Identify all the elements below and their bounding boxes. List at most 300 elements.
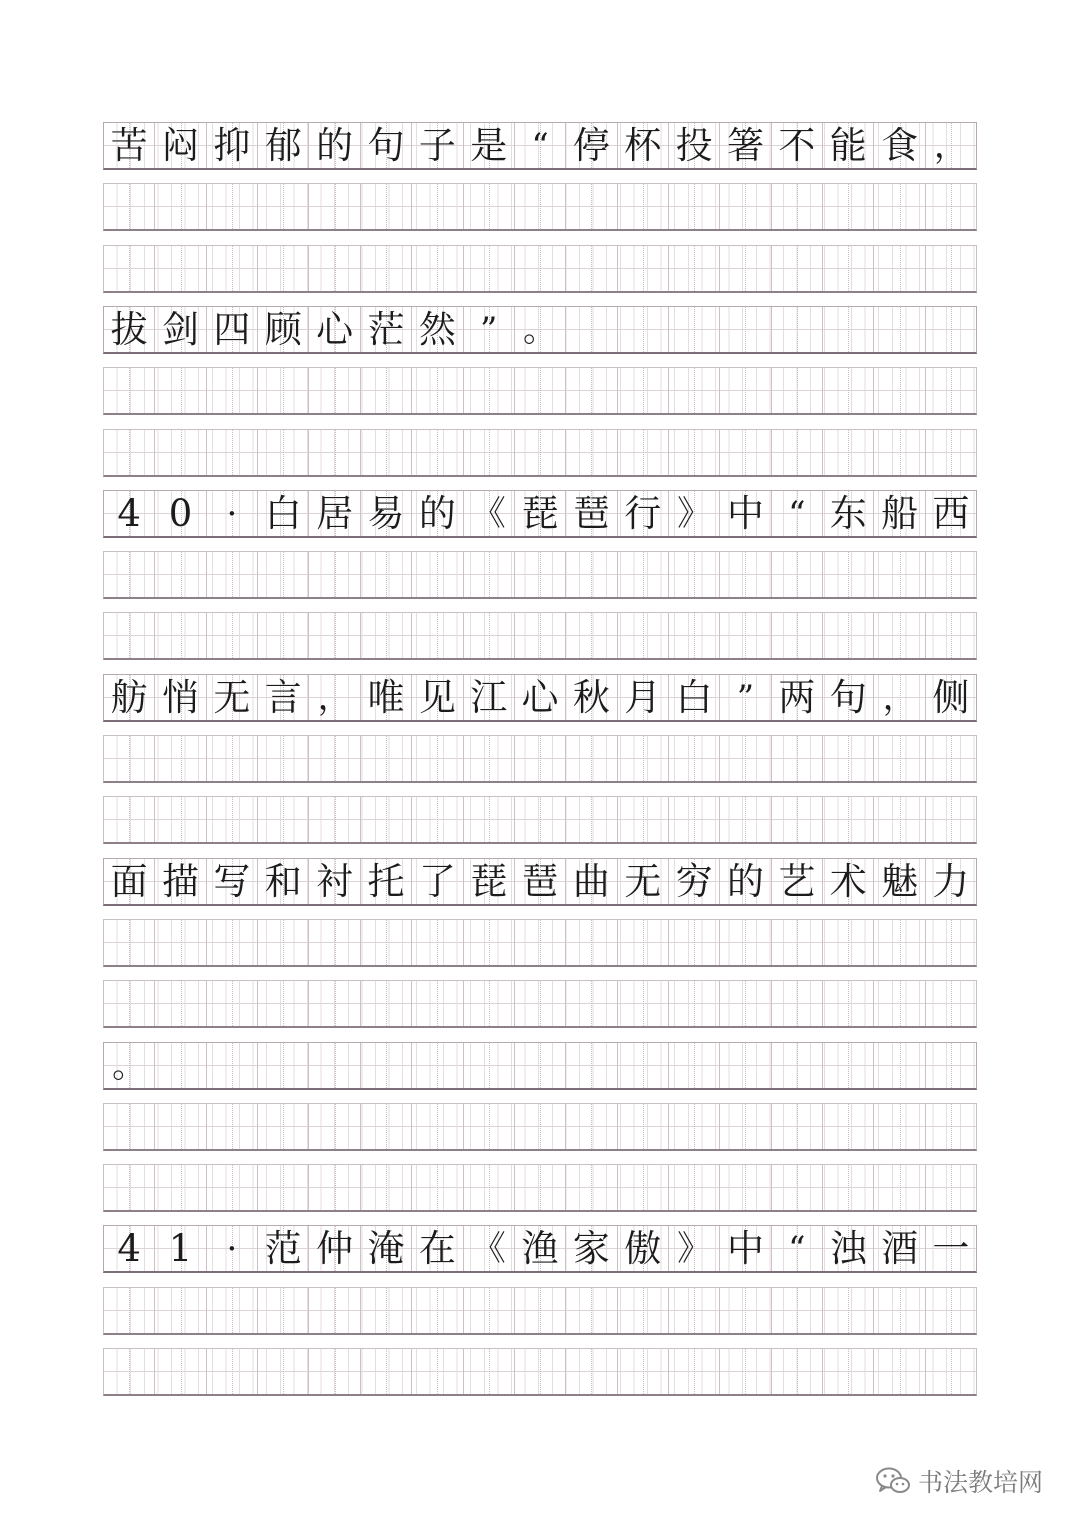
character: 居 <box>316 492 354 535</box>
grid-cell <box>669 246 720 291</box>
character: 白 <box>264 492 302 535</box>
grid-cell <box>823 430 874 475</box>
grid-cell <box>258 430 309 475</box>
grid-cell <box>618 552 669 597</box>
grid-cell <box>155 184 206 229</box>
grid-cell <box>258 1349 309 1394</box>
character: ， <box>933 125 968 166</box>
character: 苦 <box>110 124 148 167</box>
character: 1 <box>168 1227 193 1270</box>
grid-cell <box>874 246 925 291</box>
grid-cell <box>823 736 874 781</box>
grid-cell <box>669 920 720 965</box>
grid-cell <box>207 859 258 904</box>
grid-cell <box>309 1226 360 1271</box>
grid-cell <box>566 1226 617 1271</box>
grid-cell <box>566 184 617 229</box>
grid-cell <box>566 675 617 720</box>
grid-cell <box>309 797 360 842</box>
character: 句 <box>367 124 405 167</box>
character: 琵 <box>470 860 508 903</box>
blank-practice-line <box>103 551 977 599</box>
grid-cell <box>155 368 206 413</box>
character: 然 <box>418 308 456 351</box>
grid-cell <box>155 307 206 352</box>
grid-cell <box>464 675 515 720</box>
grid-cell <box>566 368 617 413</box>
grid-cell <box>823 675 874 720</box>
character: 描 <box>162 860 200 903</box>
grid-cell <box>361 1288 412 1333</box>
character: 写 <box>213 860 251 903</box>
grid-cell <box>874 184 925 229</box>
grid-cell <box>104 1288 155 1333</box>
grid-cell <box>361 1104 412 1149</box>
character: 闷 <box>162 124 200 167</box>
grid-cell <box>412 1043 463 1088</box>
grid-cell <box>155 613 206 658</box>
grid-cell <box>104 675 155 720</box>
grid-cell <box>618 123 669 168</box>
grid-cell <box>104 1165 155 1210</box>
grid-cell <box>207 1043 258 1088</box>
grid-cell <box>515 675 566 720</box>
grid-cell <box>361 920 412 965</box>
grid-cell <box>926 307 976 352</box>
grid-cell <box>361 430 412 475</box>
grid-cell <box>207 736 258 781</box>
grid-cell <box>669 184 720 229</box>
grid-cell <box>464 552 515 597</box>
grid-cell <box>618 307 669 352</box>
grid-cell <box>618 859 669 904</box>
grid-cell <box>926 797 976 842</box>
grid-cell <box>258 675 309 720</box>
character: 箸 <box>726 124 764 167</box>
grid-cell <box>823 1043 874 1088</box>
grid-cell <box>361 307 412 352</box>
grid-cell <box>720 368 771 413</box>
grid-cell <box>823 123 874 168</box>
character: 衬 <box>316 860 354 903</box>
text-line <box>103 1042 977 1090</box>
grid-cell <box>515 368 566 413</box>
character: 魅 <box>881 860 919 903</box>
grid-cell <box>618 920 669 965</box>
wechat-icon <box>876 1467 910 1495</box>
character: 中 <box>726 1227 764 1270</box>
character: 淹 <box>367 1227 405 1270</box>
character: ， <box>882 677 917 718</box>
character: 在 <box>418 1227 456 1270</box>
grid-cell <box>309 1104 360 1149</box>
grid-cell <box>823 1226 874 1271</box>
grid-cell <box>618 246 669 291</box>
character: 渔 <box>521 1227 559 1270</box>
grid-cell <box>874 1226 925 1271</box>
character: · <box>226 1228 238 1269</box>
grid-cell <box>874 613 925 658</box>
grid-cell <box>258 859 309 904</box>
character: 傲 <box>624 1227 662 1270</box>
character: ” <box>480 309 498 350</box>
grid-cell <box>155 1165 206 1210</box>
grid-cell <box>669 859 720 904</box>
character: 琶 <box>572 492 610 535</box>
grid-cell <box>669 430 720 475</box>
grid-cell <box>207 797 258 842</box>
grid-cell <box>618 368 669 413</box>
character: 月 <box>624 676 662 719</box>
character: 了 <box>418 860 456 903</box>
grid-cell <box>618 491 669 536</box>
character: 》 <box>677 493 712 534</box>
grid-cell <box>464 1349 515 1394</box>
character: 中 <box>726 492 764 535</box>
character: 西 <box>932 492 970 535</box>
character: 抑 <box>213 124 251 167</box>
grid-cell <box>155 1104 206 1149</box>
grid-cell <box>772 675 823 720</box>
grid-cell <box>309 430 360 475</box>
text-line <box>103 1225 977 1273</box>
grid-cell <box>720 552 771 597</box>
grid-cell <box>566 307 617 352</box>
grid-cell <box>464 430 515 475</box>
character: 舫 <box>110 676 148 719</box>
grid-cell <box>258 736 309 781</box>
grid-cell <box>720 736 771 781</box>
character: 和 <box>264 860 302 903</box>
grid-cell <box>309 675 360 720</box>
grid-cell <box>207 491 258 536</box>
grid-cell <box>669 613 720 658</box>
grid-cell <box>515 1349 566 1394</box>
grid-cell <box>566 981 617 1026</box>
grid-cell <box>772 246 823 291</box>
grid-cell <box>926 123 976 168</box>
grid-cell <box>258 552 309 597</box>
grid-cell <box>874 736 925 781</box>
grid-cell <box>464 123 515 168</box>
character: 琵 <box>521 492 559 535</box>
grid-cell <box>874 430 925 475</box>
grid-cell <box>515 552 566 597</box>
character: “ <box>531 125 549 166</box>
grid-cell <box>258 613 309 658</box>
grid-cell <box>207 430 258 475</box>
grid-cell <box>155 430 206 475</box>
blank-practice-line <box>103 1103 977 1151</box>
grid-cell <box>464 184 515 229</box>
grid-cell <box>258 491 309 536</box>
grid-cell <box>874 368 925 413</box>
grid-cell <box>309 736 360 781</box>
grid-cell <box>823 1288 874 1333</box>
grid-cell <box>412 920 463 965</box>
character: 心 <box>316 308 354 351</box>
grid-cell <box>823 1165 874 1210</box>
grid-cell <box>926 1349 976 1394</box>
grid-cell <box>515 1165 566 1210</box>
grid-cell <box>361 1043 412 1088</box>
grid-cell <box>309 981 360 1026</box>
grid-cell <box>464 307 515 352</box>
grid-cell <box>361 859 412 904</box>
character: 顾 <box>264 308 302 351</box>
grid-cell <box>669 368 720 413</box>
grid-cell <box>361 613 412 658</box>
grid-cell <box>104 736 155 781</box>
grid-cell <box>361 981 412 1026</box>
grid-cell <box>720 1349 771 1394</box>
grid-cell <box>207 981 258 1026</box>
grid-cell <box>720 1165 771 1210</box>
grid-cell <box>566 859 617 904</box>
grid-cell <box>874 552 925 597</box>
grid-cell <box>720 1043 771 1088</box>
grid-cell <box>412 1288 463 1333</box>
grid-cell <box>618 430 669 475</box>
character: 无 <box>624 860 662 903</box>
grid-cell <box>361 123 412 168</box>
grid-cell <box>618 675 669 720</box>
grid-cell <box>566 1288 617 1333</box>
grid-cell <box>412 430 463 475</box>
grid-cell <box>412 184 463 229</box>
character: 杯 <box>624 124 662 167</box>
grid-cell <box>566 736 617 781</box>
grid-cell <box>618 736 669 781</box>
grid-cell <box>618 981 669 1026</box>
grid-cell <box>412 859 463 904</box>
grid-cell <box>155 920 206 965</box>
character: 的 <box>418 492 456 535</box>
grid-cell <box>412 491 463 536</box>
grid-cell <box>874 675 925 720</box>
grid-cell <box>823 246 874 291</box>
grid-cell <box>926 491 976 536</box>
blank-practice-line <box>103 245 977 293</box>
grid-cell <box>104 1043 155 1088</box>
grid-cell <box>874 1165 925 1210</box>
grid-cell <box>155 797 206 842</box>
grid-cell <box>926 246 976 291</box>
character: 句 <box>829 676 867 719</box>
grid-cell <box>309 184 360 229</box>
grid-cell <box>155 859 206 904</box>
grid-cell <box>464 1104 515 1149</box>
character: 术 <box>829 860 867 903</box>
grid-cell <box>258 123 309 168</box>
grid-cell <box>412 307 463 352</box>
character: 能 <box>829 124 867 167</box>
grid-cell <box>207 613 258 658</box>
character: 4 <box>117 492 141 535</box>
grid-cell <box>669 736 720 781</box>
character: 琶 <box>521 860 559 903</box>
character: 0 <box>168 492 193 535</box>
character: “ <box>788 1228 806 1269</box>
character: ” <box>736 677 755 718</box>
grid-cell <box>309 613 360 658</box>
watermark <box>876 1463 1043 1499</box>
character: 的 <box>726 860 764 903</box>
grid-cell <box>618 1165 669 1210</box>
grid-cell <box>720 981 771 1026</box>
character: 易 <box>367 492 405 535</box>
grid-cell <box>669 675 720 720</box>
character: 曲 <box>572 860 610 903</box>
grid-cell <box>207 307 258 352</box>
grid-cell <box>207 920 258 965</box>
grid-cell <box>874 123 925 168</box>
grid-cell <box>926 736 976 781</box>
grid-cell <box>566 1165 617 1210</box>
character: 拔 <box>110 308 148 351</box>
grid-cell <box>926 430 976 475</box>
grid-cell <box>258 368 309 413</box>
grid-cell <box>618 1104 669 1149</box>
character: 行 <box>624 492 662 535</box>
grid-cell <box>874 491 925 536</box>
grid-cell <box>258 307 309 352</box>
grid-cell <box>104 307 155 352</box>
grid-cell <box>258 246 309 291</box>
grid-cell <box>155 675 206 720</box>
grid-cell <box>823 613 874 658</box>
grid-cell <box>258 1226 309 1271</box>
blank-practice-line <box>103 980 977 1028</box>
grid-cell <box>361 184 412 229</box>
grid-cell <box>772 920 823 965</box>
character: 唯 <box>367 676 405 719</box>
character: 白 <box>675 676 713 719</box>
character: 家 <box>572 1227 610 1270</box>
grid-cell <box>207 1288 258 1333</box>
grid-cell <box>515 920 566 965</box>
grid-cell <box>155 736 206 781</box>
grid-cell <box>258 1104 309 1149</box>
grid-cell <box>926 920 976 965</box>
character: 心 <box>521 676 559 719</box>
grid-cell <box>669 552 720 597</box>
character: 子 <box>418 124 456 167</box>
grid-cell <box>258 184 309 229</box>
grid-cell <box>258 1165 309 1210</box>
character: 不 <box>778 124 816 167</box>
character: 酒 <box>881 1227 919 1270</box>
character: 茫 <box>367 308 405 351</box>
grid-cell <box>207 1226 258 1271</box>
character: 托 <box>367 860 405 903</box>
grid-cell <box>618 613 669 658</box>
grid-cell <box>207 1165 258 1210</box>
grid-cell <box>720 1226 771 1271</box>
grid-cell <box>566 430 617 475</box>
grid-cell <box>361 368 412 413</box>
grid-cell <box>464 736 515 781</box>
grid-cell <box>669 1288 720 1333</box>
character: 面 <box>110 860 148 903</box>
grid-cell <box>874 981 925 1026</box>
grid-cell <box>104 430 155 475</box>
grid-cell <box>464 246 515 291</box>
grid-cell <box>207 1104 258 1149</box>
grid-cell <box>566 246 617 291</box>
grid-cell <box>669 1226 720 1271</box>
grid-cell <box>823 307 874 352</box>
grid-cell <box>515 859 566 904</box>
grid-cell <box>874 920 925 965</box>
blank-practice-line <box>103 429 977 477</box>
grid-cell <box>361 1226 412 1271</box>
blank-practice-line <box>103 1348 977 1396</box>
grid-cell <box>309 859 360 904</box>
character: 仲 <box>316 1227 354 1270</box>
grid-cell <box>309 1165 360 1210</box>
grid-cell <box>772 307 823 352</box>
grid-cell <box>412 736 463 781</box>
character: 东 <box>829 492 867 535</box>
grid-cell <box>464 1165 515 1210</box>
character: 。 <box>112 1045 147 1086</box>
grid-cell <box>566 123 617 168</box>
grid-cell <box>566 1043 617 1088</box>
grid-cell <box>926 1165 976 1210</box>
grid-cell <box>720 491 771 536</box>
grid-cell <box>720 797 771 842</box>
grid-cell <box>874 859 925 904</box>
character: 穷 <box>675 860 713 903</box>
grid-cell <box>823 552 874 597</box>
grid-cell <box>874 1288 925 1333</box>
grid-cell <box>155 552 206 597</box>
grid-cell <box>566 491 617 536</box>
grid-cell <box>772 184 823 229</box>
character: 力 <box>932 860 970 903</box>
character: 范 <box>264 1227 302 1270</box>
grid-cell <box>361 1349 412 1394</box>
grid-cell <box>772 1288 823 1333</box>
grid-cell <box>207 675 258 720</box>
grid-cell <box>926 552 976 597</box>
grid-cell <box>412 1165 463 1210</box>
character: 。 <box>523 309 558 350</box>
grid-cell <box>515 613 566 658</box>
grid-cell <box>772 981 823 1026</box>
grid-cell <box>926 981 976 1026</box>
grid-cell <box>258 797 309 842</box>
character: 食 <box>881 124 919 167</box>
grid-cell <box>772 552 823 597</box>
grid-cell <box>926 1104 976 1149</box>
grid-cell <box>515 246 566 291</box>
grid-cell <box>309 123 360 168</box>
grid-cell <box>412 797 463 842</box>
grid-cell <box>515 430 566 475</box>
grid-cell <box>104 246 155 291</box>
grid-cell <box>772 491 823 536</box>
grid-cell <box>823 920 874 965</box>
blank-practice-line <box>103 1287 977 1335</box>
grid-cell <box>669 1349 720 1394</box>
grid-cell <box>412 1349 463 1394</box>
grid-cell <box>464 859 515 904</box>
grid-cell <box>720 184 771 229</box>
grid-cell <box>207 246 258 291</box>
grid-cell <box>772 1349 823 1394</box>
